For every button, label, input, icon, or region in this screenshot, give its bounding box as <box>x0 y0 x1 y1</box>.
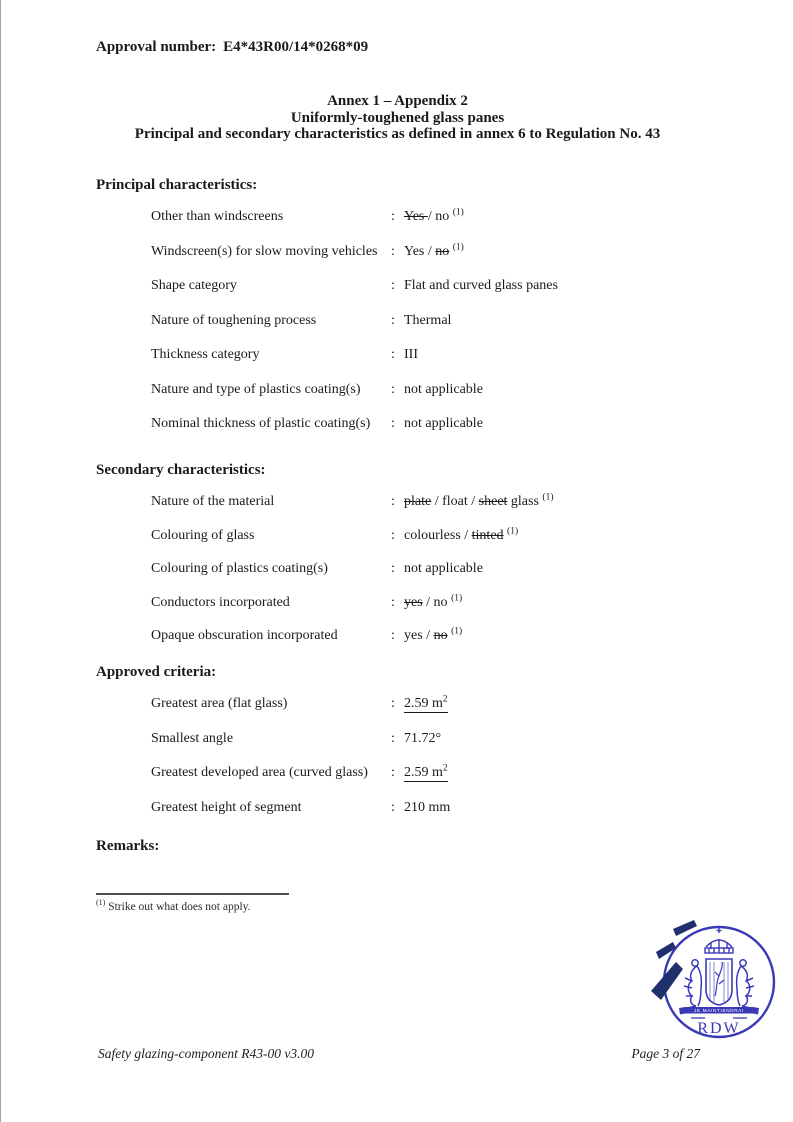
value-text: 71.72° <box>404 730 442 746</box>
value-text: / no <box>422 594 452 610</box>
colon-separator: : <box>391 594 395 610</box>
row-label: Shape category <box>151 278 237 293</box>
value-text: Yes / <box>404 243 436 259</box>
title-line-1: Annex 1 – Appendix 2 <box>327 93 468 109</box>
struck-out-text: no <box>433 628 448 643</box>
colon-separator: : <box>391 243 395 259</box>
characteristic-row <box>96 278 736 295</box>
row-value <box>391 561 736 578</box>
colon-separator: : <box>391 494 395 509</box>
characteristic-row <box>96 592 736 612</box>
characteristic-row <box>96 765 736 782</box>
footnote-marker: (1) <box>96 898 106 908</box>
value-text: Thermal <box>404 312 452 328</box>
row-label: Colouring of plastics coating(s) <box>151 561 328 576</box>
colon-separator: : <box>391 799 395 815</box>
characteristic-row <box>96 494 736 511</box>
row-label: Greatest developed area (curved glass) <box>151 765 368 780</box>
row-value <box>391 696 736 713</box>
footnote-divider <box>96 893 289 895</box>
rdw-stamp-graphic <box>649 918 789 1058</box>
colon-separator: : <box>391 527 395 543</box>
colon-separator: : <box>391 381 395 397</box>
document-title <box>1 93 793 143</box>
row-value <box>391 731 736 748</box>
colon-separator: : <box>391 765 395 780</box>
stamp-motto: JE MAINTIENDRAI <box>693 1008 745 1013</box>
row-label: Other than windscreens <box>151 209 284 224</box>
row-value <box>391 628 736 645</box>
row-label: Opaque obscuration incorporated <box>151 628 338 643</box>
shield-icon <box>706 959 732 1005</box>
colon-separator: : <box>391 347 395 362</box>
footnote-reference: (1) <box>451 592 463 603</box>
section-principal-characteristics <box>96 177 736 451</box>
section-secondary-characteristics <box>96 462 736 662</box>
row-value <box>391 278 736 295</box>
colon-separator: : <box>391 312 395 328</box>
title-line-2: Uniformly-toughened glass panes <box>290 109 505 126</box>
struck-out-text: tinted <box>471 527 504 543</box>
row-label: Colouring of glass <box>151 527 255 543</box>
underlined-value <box>404 696 448 713</box>
row-label: Nature of toughening process <box>151 312 317 328</box>
row-value <box>391 416 736 433</box>
colon-separator: : <box>391 696 395 711</box>
value-text: not applicable <box>404 416 483 431</box>
approval-number: E4*43R00/14*0268*09 <box>223 39 369 55</box>
row-value <box>391 592 736 612</box>
row-value <box>391 800 736 817</box>
remarks-heading: Remarks: <box>96 838 160 854</box>
colon-separator: : <box>391 561 395 576</box>
struck-out-text: plate <box>404 494 432 509</box>
characteristic-row <box>96 731 736 748</box>
footnote-reference: (1) <box>452 241 464 252</box>
footer-page-number: Page 3 of 27 <box>631 1046 700 1061</box>
value-text: 2.59 m <box>404 696 443 711</box>
approval-label: Approval number: <box>96 39 217 55</box>
section-heading: Principal characteristics: <box>96 177 258 193</box>
footnote-reference: (1) <box>452 207 464 218</box>
footnote-reference: (1) <box>451 626 463 637</box>
footnote-reference: (1) <box>507 525 519 536</box>
characteristic-row <box>96 241 736 261</box>
footnote <box>96 898 251 913</box>
row-value <box>391 525 736 545</box>
value-text: glass <box>507 494 543 509</box>
row-label: Thickness category <box>151 347 260 362</box>
characteristic-row <box>96 696 736 713</box>
colon-separator: : <box>391 730 395 746</box>
value-text: / no <box>427 209 453 224</box>
motto-banner <box>679 1007 759 1015</box>
secondary-rows <box>96 494 736 645</box>
row-value <box>391 241 736 261</box>
colon-separator: : <box>391 209 395 224</box>
struck-out-text: no <box>435 243 450 259</box>
rdw-stamp <box>649 918 789 1058</box>
characteristic-row <box>96 800 736 817</box>
characteristic-row <box>96 313 736 330</box>
stamp-rdw-text: RDW <box>697 1020 741 1037</box>
lion-left-icon <box>684 960 701 1008</box>
row-label: Smallest angle <box>151 730 234 746</box>
footnote-text: Strike out what does not apply. <box>108 901 251 913</box>
colon-separator: : <box>391 416 395 431</box>
row-value <box>391 494 736 511</box>
characteristic-row <box>96 209 736 226</box>
principal-rows <box>96 209 736 433</box>
row-value <box>391 209 736 226</box>
title-line-3: Principal and secondary characteristics as defined in annex 6 to Regulation No. 43 <box>134 126 661 142</box>
value-text: colourless / <box>404 527 472 543</box>
row-label: Greatest height of segment <box>151 799 302 815</box>
footnote-reference: (1) <box>542 492 554 503</box>
value-text: not applicable <box>404 561 483 576</box>
characteristic-row <box>96 561 736 578</box>
row-value <box>391 382 736 399</box>
footnote-reference: 2 <box>442 763 448 774</box>
struck-out-text: sheet <box>478 494 508 509</box>
characteristic-row <box>96 416 736 433</box>
characteristic-row <box>96 347 736 364</box>
row-label: Nature of the material <box>151 494 275 509</box>
struck-out-text: Yes <box>404 209 428 224</box>
value-text: 210 mm <box>404 799 451 815</box>
value-text: III <box>404 347 418 362</box>
row-value <box>391 347 736 364</box>
struck-out-text: yes <box>404 594 423 610</box>
value-text: yes / <box>404 628 434 643</box>
underlined-value <box>404 765 448 782</box>
characteristic-row <box>96 525 736 545</box>
section-approved-criteria <box>96 664 736 834</box>
value-text: / float / <box>431 494 479 509</box>
value-text: 2.59 m <box>404 765 443 780</box>
crown-icon <box>705 928 733 953</box>
value-text: Flat and curved glass panes <box>404 278 558 293</box>
section-heading: Secondary characteristics: <box>96 462 266 478</box>
row-label: Nature and type of plastics coating(s) <box>151 381 361 397</box>
colon-separator: : <box>391 278 395 293</box>
row-value <box>391 313 736 330</box>
characteristic-row <box>96 628 736 645</box>
footnote-reference: 2 <box>442 694 448 705</box>
value-text: not applicable <box>404 381 483 397</box>
lion-right-icon <box>737 960 754 1008</box>
row-label: Conductors incorporated <box>151 594 290 610</box>
row-label: Windscreen(s) for slow moving vehicles <box>151 243 378 259</box>
row-label: Greatest area (flat glass) <box>151 696 288 711</box>
row-label: Nominal thickness of plastic coating(s) <box>151 416 371 431</box>
colon-separator: : <box>391 628 395 643</box>
characteristic-row <box>96 382 736 399</box>
section-heading: Approved criteria: <box>96 664 217 680</box>
approved-rows <box>96 696 736 816</box>
row-value <box>391 765 736 782</box>
approval-number-line <box>96 39 368 56</box>
footer-document-id: Safety glazing-component R43-00 v3.00 <box>98 1046 314 1061</box>
